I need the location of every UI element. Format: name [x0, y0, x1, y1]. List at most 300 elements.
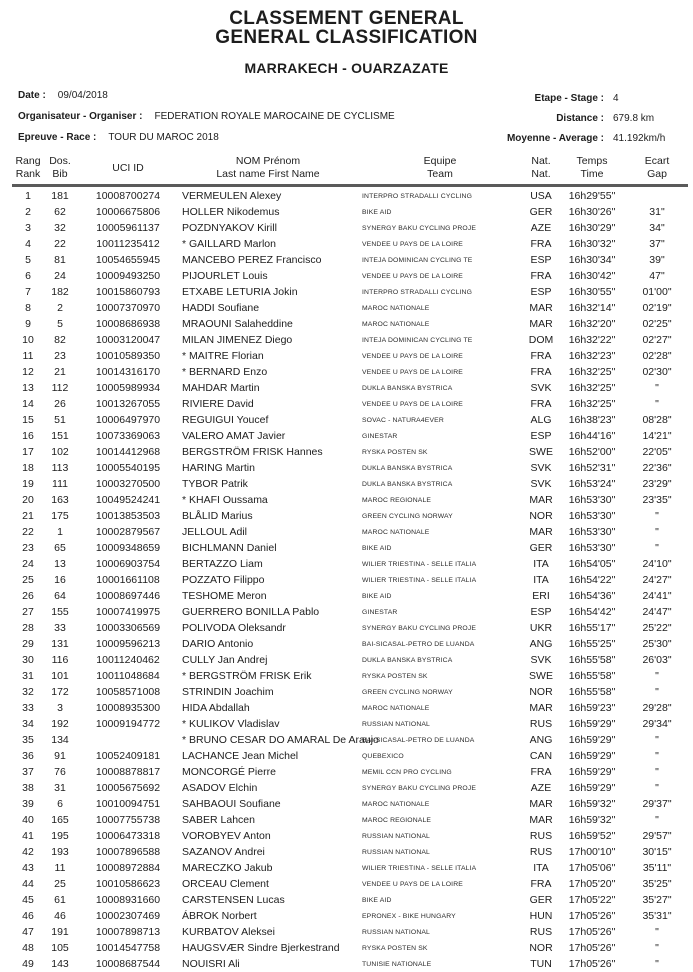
cell-gap: 29'34"	[642, 718, 672, 730]
classification-table	[12, 155, 688, 972]
cell-gap: 31"	[649, 206, 665, 218]
cell-rank: 33	[22, 702, 34, 714]
table-row	[12, 236, 688, 252]
table-row	[12, 828, 688, 844]
cell-bib: 13	[54, 558, 66, 570]
table-row	[12, 700, 688, 716]
cell-rank: 5	[25, 254, 31, 266]
cell-name: VOROBYEV Anton	[182, 830, 271, 842]
cell-uci: 10005989934	[95, 382, 161, 394]
table-header	[12, 155, 688, 181]
cell-time: 16h59'29"	[568, 782, 616, 794]
cell-uci: 10009348659	[95, 542, 161, 554]
cell-rank: 8	[25, 302, 31, 314]
table-row	[12, 492, 688, 508]
cell-rank: 44	[22, 878, 34, 890]
cell-uci: 10006473318	[95, 830, 161, 842]
cell-bib: 101	[51, 670, 69, 682]
cell-time: 16h32'25"	[568, 382, 616, 394]
distance-label: Distance :	[556, 113, 604, 124]
cell-name: HARING Martin	[182, 462, 255, 474]
cell-name: * BERNARD Enzo	[182, 366, 268, 378]
cell-nat: RUS	[529, 718, 553, 730]
cell-bib: 102	[51, 446, 69, 458]
cell-name: * GAILLARD Marlon	[182, 238, 276, 250]
table-row	[12, 572, 688, 588]
cell-time: 16h55'58"	[568, 670, 616, 682]
cell-bib: 46	[54, 910, 66, 922]
cell-name: JELLOUL Adil	[182, 526, 247, 538]
cell-bib: 61	[54, 894, 66, 906]
cell-rank: 43	[22, 862, 34, 874]
cell-team: RUSSIAN NATIONAL	[362, 928, 430, 936]
table-row	[12, 908, 688, 924]
cell-team: BIKE AID	[362, 592, 392, 600]
distance-value: 679.8 km	[613, 113, 655, 124]
cell-nat: GER	[529, 894, 553, 906]
cell-gap: 02'28"	[642, 350, 672, 362]
table-row	[12, 204, 688, 220]
cell-rank: 46	[22, 910, 34, 922]
cell-gap: 24'41"	[642, 590, 672, 602]
cell-name: STRINDIN Joachim	[182, 686, 274, 698]
cell-rank: 41	[22, 830, 34, 842]
table-row	[12, 876, 688, 892]
stage-row	[507, 93, 685, 113]
cell-time: 16h38'23"	[568, 414, 616, 426]
cell-rank: 25	[22, 574, 34, 586]
cell-name: VALERO AMAT Javier	[182, 430, 286, 442]
cell-nat: SWE	[529, 446, 553, 458]
cell-team: GINESTAR	[362, 432, 398, 440]
table-row	[12, 748, 688, 764]
cell-team: DUKLA BANSKA BYSTRICA	[362, 480, 453, 488]
cell-rank: 42	[22, 846, 34, 858]
table-row	[12, 796, 688, 812]
cell-uci: 10008687544	[95, 958, 161, 970]
header-time: Temps Time	[576, 155, 608, 180]
race-label: Epreuve - Race :	[18, 132, 97, 143]
cell-uci: 10003306569	[95, 622, 161, 634]
cell-team: MAROC NATIONALE	[362, 704, 430, 712]
cell-gap: 35'25"	[642, 878, 672, 890]
cell-time: 17h05'26"	[568, 910, 616, 922]
cell-time: 16h59'52"	[568, 830, 616, 842]
cell-uci: 10015860793	[95, 286, 161, 298]
header-name: NOM Prénom Last name First Name	[216, 155, 320, 180]
table-row	[12, 364, 688, 380]
cell-bib: 181	[51, 190, 69, 202]
cell-bib: 182	[51, 286, 69, 298]
cell-rank: 27	[22, 606, 34, 618]
cell-gap: "	[655, 382, 659, 394]
table-row	[12, 716, 688, 732]
cell-team: SYNERGY BAKU CYCLING PROJE	[362, 624, 477, 632]
cell-name: ÁBROK Norbert	[182, 910, 257, 922]
cell-name: MILAN JIMENEZ Diego	[182, 334, 293, 346]
cell-team: BIKE AID	[362, 896, 392, 904]
cell-bib: 195	[51, 830, 69, 842]
cell-team: INTERPRO STRADALLI CYCLING	[362, 192, 473, 200]
cell-uci: 10008700274	[95, 190, 161, 202]
cell-nat: ESP	[530, 430, 552, 442]
cell-bib: 25	[54, 878, 66, 890]
cell-time: 16h59'29"	[568, 750, 616, 762]
cell-gap: 37"	[649, 238, 665, 250]
average-label: Moyenne - Average :	[506, 133, 604, 144]
cell-team: SOVAC - NATURA4EVER	[362, 416, 444, 424]
cell-nat: MAR	[529, 494, 553, 506]
cell-uci: 10049524241	[95, 494, 161, 506]
cell-bib: 76	[54, 766, 66, 778]
cell-time: 17h05'22"	[568, 894, 616, 906]
cell-gap: 02'19"	[642, 302, 672, 314]
cell-uci: 10011048684	[96, 670, 160, 682]
organiser-label: Organisateur - Organiser :	[18, 111, 143, 122]
cell-gap: 29'28"	[642, 702, 672, 714]
table-row	[12, 188, 688, 204]
cell-uci: 10013267055	[95, 398, 161, 410]
cell-team: MAROC NATIONALE	[362, 304, 430, 312]
cell-time: 16h54'05"	[568, 558, 616, 570]
cell-gap: 24'47"	[642, 606, 672, 618]
cell-name: BERGSTRÖM FRISK Hannes	[182, 446, 323, 458]
cell-bib: 175	[51, 510, 69, 522]
cell-gap: 22'05"	[642, 446, 672, 458]
cell-uci: 10010586623	[95, 878, 161, 890]
cell-name: GUERRERO BONILLA Pablo	[182, 606, 320, 618]
cell-time: 16h53'24"	[568, 478, 616, 490]
cell-bib: 191	[51, 926, 69, 938]
cell-bib: 143	[51, 958, 69, 970]
cell-name: HADDI Soufiane	[182, 302, 260, 314]
document-titles	[0, 0, 693, 76]
cell-uci: 10073369063	[95, 430, 161, 442]
title-english: GENERAL CLASSIFICATION	[215, 27, 478, 48]
cell-rank: 3	[25, 222, 31, 234]
cell-time: 16h53'30"	[568, 510, 616, 522]
table-row	[12, 844, 688, 860]
cell-gap: "	[655, 734, 659, 746]
cell-team: INTERPRO STRADALLI CYCLING	[362, 288, 473, 296]
cell-time: 16h30'32"	[568, 238, 616, 250]
cell-time: 16h55'58"	[568, 686, 616, 698]
cell-rank: 34	[22, 718, 34, 730]
table-row	[12, 684, 688, 700]
cell-nat: RUS	[529, 830, 553, 842]
table-row	[12, 956, 688, 972]
cell-nat: ESP	[530, 286, 552, 298]
cell-nat: ANG	[529, 734, 553, 746]
cell-uci: 10007755738	[95, 814, 161, 826]
race-info	[18, 90, 685, 153]
results-body	[12, 188, 688, 972]
cell-gap: "	[655, 958, 659, 970]
cell-bib: 3	[57, 702, 63, 714]
cell-gap: 35'11"	[642, 862, 672, 874]
cell-team: SYNERGY BAKU CYCLING PROJE	[362, 784, 477, 792]
cell-time: 16h54'36"	[568, 590, 616, 602]
table-row	[12, 540, 688, 556]
cell-rank: 22	[22, 526, 34, 538]
cell-nat: DOM	[528, 334, 554, 346]
cell-bib: 21	[54, 366, 66, 378]
cell-name: NOUISRI Ali	[182, 958, 240, 970]
cell-nat: TUN	[530, 958, 552, 970]
cell-uci: 10007419975	[95, 606, 161, 618]
header-separator-line	[12, 184, 688, 187]
cell-gap: "	[655, 782, 659, 794]
cell-team: DUKLA BANSKA BYSTRICA	[362, 656, 453, 664]
cell-name: SAHBAOUI Soufiane	[182, 798, 281, 810]
cell-team: GREEN CYCLING NORWAY	[362, 688, 453, 696]
cell-gap: 24'27"	[642, 574, 672, 586]
cell-name: HOLLER Nikodemus	[182, 206, 280, 218]
cell-name: ETXABE LETURIA Jokin	[182, 286, 298, 298]
table-row	[12, 508, 688, 524]
cell-name: MRAOUNI Salaheddine	[182, 318, 293, 330]
cell-name: SAZANOV Andrei	[182, 846, 265, 858]
cell-gap: 35'27"	[642, 894, 672, 906]
cell-gap: "	[655, 686, 659, 698]
cell-time: 16h59'29"	[568, 734, 616, 746]
cell-uci: 10008697446	[95, 590, 161, 602]
cell-team: RYSKA POSTEN SK	[362, 672, 428, 680]
distance-row	[507, 113, 685, 133]
cell-rank: 18	[22, 462, 34, 474]
cell-nat: FRA	[530, 238, 552, 250]
cell-name: PIJOURLET Louis	[182, 270, 268, 282]
cell-rank: 19	[22, 478, 34, 490]
cell-uci: 10001661108	[96, 574, 160, 586]
cell-gap: 02'25"	[642, 318, 672, 330]
cell-nat: ESP	[530, 254, 552, 266]
cell-time: 16h30'29"	[568, 222, 616, 234]
cell-rank: 20	[22, 494, 34, 506]
cell-team: SYNERGY BAKU CYCLING PROJE	[362, 224, 477, 232]
cell-time: 16h55'58"	[568, 654, 616, 666]
cell-nat: FRA	[530, 878, 552, 890]
cell-name: * KHAFI Oussama	[182, 494, 268, 506]
table-row	[12, 396, 688, 412]
table-row	[12, 636, 688, 652]
cell-rank: 28	[22, 622, 34, 634]
cell-uci: 10008931660	[95, 894, 161, 906]
cell-gap: 29'37"	[642, 798, 672, 810]
cell-team: VENDEE U PAYS DE LA LOIRE	[362, 240, 463, 248]
cell-nat: FRA	[530, 270, 552, 282]
cell-team: MAROC REGIONALE	[362, 816, 432, 824]
cell-gap: 47"	[649, 270, 665, 282]
cell-time: 16h30'34"	[568, 254, 616, 266]
cell-time: 16h54'22"	[568, 574, 616, 586]
cell-team: VENDEE U PAYS DE LA LOIRE	[362, 272, 463, 280]
cell-gap: 30'15"	[642, 846, 672, 858]
cell-nat: SVK	[530, 382, 552, 394]
cell-time: 17h00'10"	[568, 846, 616, 858]
table-row	[12, 556, 688, 572]
cell-team: VENDEE U PAYS DE LA LOIRE	[362, 368, 463, 376]
cell-nat: MAR	[529, 318, 553, 330]
cell-rank: 21	[22, 510, 34, 522]
cell-bib: 22	[54, 238, 66, 250]
cell-bib: 113	[51, 462, 69, 474]
cell-bib: 65	[54, 542, 66, 554]
cell-rank: 12	[22, 366, 34, 378]
cell-uci: 10008935300	[95, 702, 161, 714]
average-value: 41.192km/h	[613, 133, 666, 144]
cell-bib: 151	[51, 430, 69, 442]
cell-team: GINESTAR	[362, 608, 398, 616]
cell-name: KURBATOV Aleksei	[182, 926, 275, 938]
cell-rank: 9	[25, 318, 31, 330]
cell-time: 16h32'22"	[568, 334, 616, 346]
cell-team: RUSSIAN NATIONAL	[362, 848, 430, 856]
cell-gap: 08'28"	[642, 414, 672, 426]
cell-name: * BRUNO CESAR DO AMARAL De Araujo	[182, 734, 379, 746]
cell-bib: 62	[54, 206, 66, 218]
cell-uci: 10011240462	[96, 654, 160, 666]
cell-gap: "	[655, 942, 659, 954]
cell-rank: 23	[22, 542, 34, 554]
cell-team: MEMIL CCN PRO CYCLING	[362, 768, 452, 776]
cell-rank: 14	[22, 398, 34, 410]
cell-name: HAUGSVÆR Sindre Bjerkestrand	[182, 942, 340, 954]
cell-uci: 10005675692	[95, 782, 161, 794]
cell-bib: 26	[54, 398, 66, 410]
cell-team: RYSKA POSTEN SK	[362, 944, 428, 952]
cell-rank: 47	[22, 926, 34, 938]
cell-nat: NOR	[529, 942, 553, 954]
stage-label: Etape - Stage :	[534, 93, 604, 104]
cell-time: 17h05'20"	[568, 878, 616, 890]
cell-nat: MAR	[529, 814, 553, 826]
cell-uci: 10003120047	[95, 334, 161, 346]
cell-team: MAROC REGIONALE	[362, 496, 432, 504]
cell-team: DUKLA BANSKA BYSTRICA	[362, 384, 453, 392]
cell-nat: FRA	[530, 766, 552, 778]
cell-team: VENDEE U PAYS DE LA LOIRE	[362, 880, 463, 888]
cell-rank: 48	[22, 942, 34, 954]
cell-gap: 01'00"	[642, 286, 672, 298]
cell-team: MAROC NATIONALE	[362, 800, 430, 808]
table-row	[12, 652, 688, 668]
table-row	[12, 524, 688, 540]
cell-rank: 36	[22, 750, 34, 762]
table-row	[12, 332, 688, 348]
organiser-row	[18, 111, 395, 132]
cell-name: RIVIERE David	[182, 398, 254, 410]
cell-gap: "	[655, 670, 659, 682]
cell-nat: MAR	[529, 526, 553, 538]
cell-gap: "	[655, 766, 659, 778]
cell-team: MAROC NATIONALE	[362, 320, 430, 328]
cell-rank: 39	[22, 798, 34, 810]
cell-time: 16h52'00"	[568, 446, 616, 458]
cell-nat: ITA	[533, 574, 549, 586]
table-row	[12, 252, 688, 268]
cell-gap: 23'35"	[642, 494, 672, 506]
cell-time: 16h53'30"	[568, 494, 616, 506]
cell-gap: 24'10"	[642, 558, 672, 570]
table-row	[12, 892, 688, 908]
cell-rank: 10	[22, 334, 34, 346]
cell-time: 16h32'25"	[568, 366, 616, 378]
table-row	[12, 764, 688, 780]
cell-rank: 4	[25, 238, 31, 250]
cell-rank: 6	[25, 270, 31, 282]
cell-team: RYSKA POSTEN SK	[362, 448, 428, 456]
cell-time: 16h32'14"	[568, 302, 616, 314]
cell-nat: MAR	[529, 798, 553, 810]
cell-bib: 32	[54, 222, 66, 234]
table-row	[12, 268, 688, 284]
cell-name: DARIO Antonio	[182, 638, 254, 650]
cell-name: CULLY Jan Andrej	[182, 654, 268, 666]
cell-rank: 35	[22, 734, 34, 746]
cell-name: CARSTENSEN Lucas	[182, 894, 285, 906]
cell-uci: 10005961137	[96, 222, 160, 234]
cell-name: SABER Lahcen	[182, 814, 255, 826]
cell-rank: 38	[22, 782, 34, 794]
cell-nat: NOR	[529, 510, 553, 522]
cell-name: MONCORGÉ Pierre	[182, 766, 276, 778]
cell-gap: "	[655, 526, 659, 538]
race-value: TOUR DU MAROC 2018	[108, 132, 219, 143]
cell-uci: 10008878817	[95, 766, 161, 778]
cell-gap: 39"	[649, 254, 665, 266]
cell-nat: UKR	[529, 622, 553, 634]
table-row	[12, 220, 688, 236]
cell-name: LACHANCE Jean Michel	[182, 750, 299, 762]
cell-bib: 165	[51, 814, 69, 826]
cell-nat: FRA	[530, 366, 552, 378]
cell-name: ASADOV Elchin	[182, 782, 258, 794]
cell-time: 16h55'25"	[568, 638, 616, 650]
cell-name: MAHDAR Martin	[182, 382, 260, 394]
cell-nat: AZE	[530, 782, 552, 794]
cell-gap: 26'03"	[642, 654, 672, 666]
cell-name: POZDNYAKOV Kirill	[182, 222, 277, 234]
cell-uci: 10010589350	[95, 350, 161, 362]
cell-rank: 11	[22, 350, 34, 362]
table-row	[12, 668, 688, 684]
cell-bib: 33	[54, 622, 66, 634]
cell-uci: 10014316170	[95, 366, 161, 378]
cell-gap: 34"	[649, 222, 665, 234]
cell-bib: 155	[51, 606, 69, 618]
cell-gap: 14'21"	[642, 430, 672, 442]
cell-uci: 10009596213	[95, 638, 161, 650]
cell-uci: 10013853503	[95, 510, 161, 522]
cell-name: * MAITRE Florian	[182, 350, 264, 362]
cell-bib: 91	[54, 750, 66, 762]
race-info-left	[18, 90, 395, 153]
table-row	[12, 604, 688, 620]
cell-nat: FRA	[530, 398, 552, 410]
cell-name: POLIVODA Oleksandr	[182, 622, 286, 634]
cell-rank: 1	[25, 190, 31, 202]
table-row	[12, 412, 688, 428]
cell-time: 17h05'26"	[568, 958, 616, 970]
cell-nat: NOR	[529, 686, 553, 698]
cell-rank: 16	[22, 430, 34, 442]
cell-bib: 11	[54, 862, 66, 874]
cell-team: INTEJA DOMINICAN CYCLING TE	[362, 256, 473, 264]
cell-team: QUEBEXICO	[362, 752, 404, 760]
cell-time: 16h32'23"	[568, 350, 616, 362]
cell-name: * BERGSTRÖM FRISK Erik	[182, 670, 312, 682]
